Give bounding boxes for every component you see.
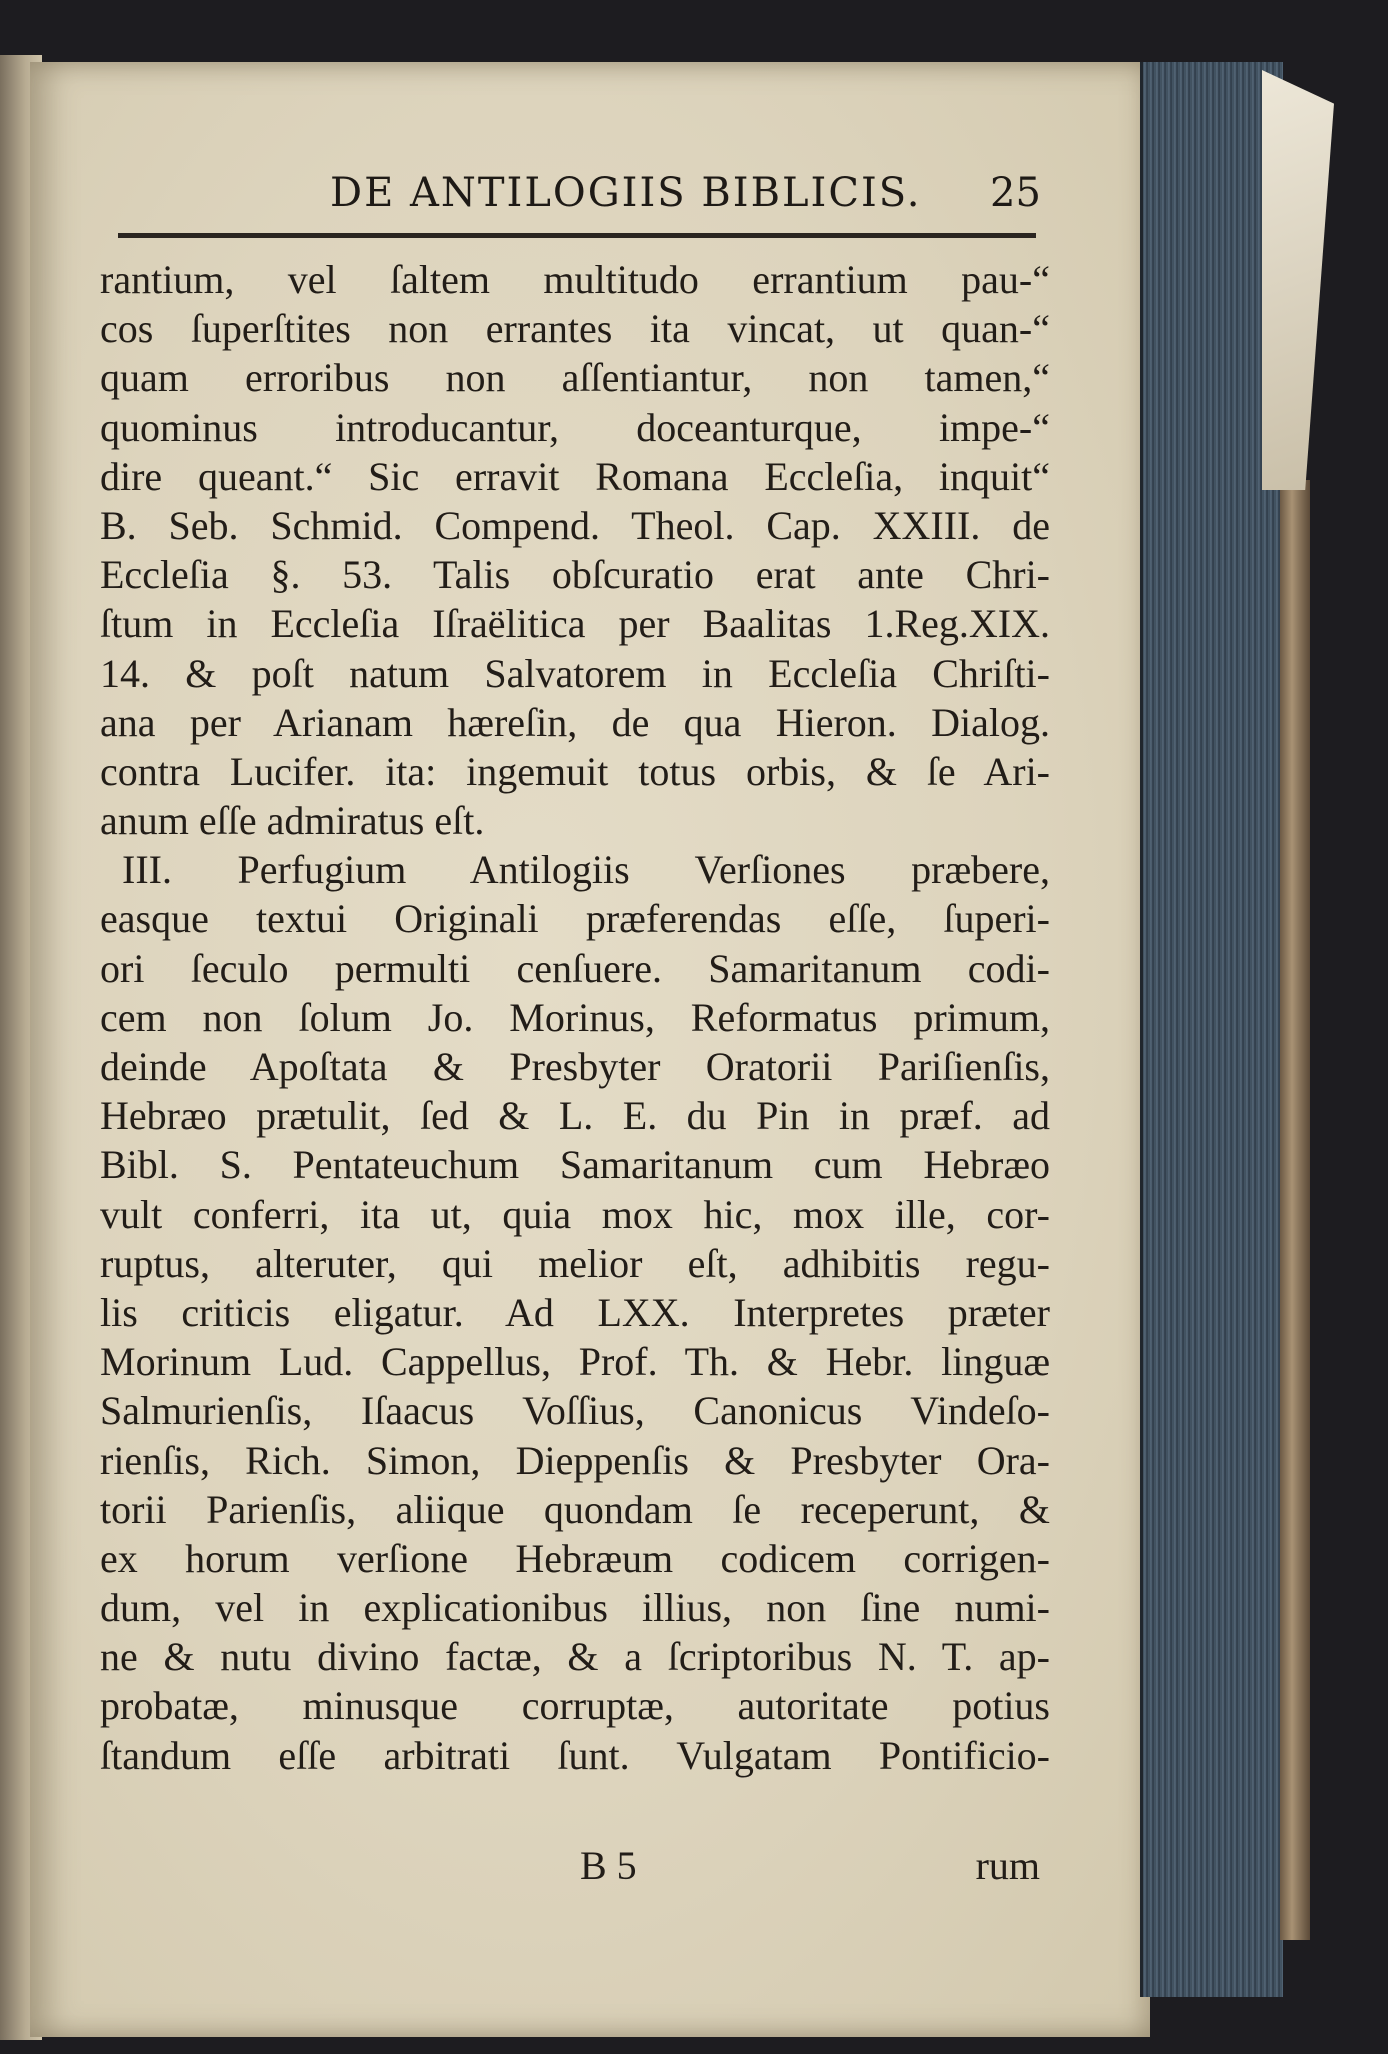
text-line: rantium, vel ſaltem multitudo errantium pau-“ — [100, 257, 1050, 302]
page-number: 25 — [990, 170, 1041, 216]
text-line: Eccleſia §. 53. Talis obſcuratio erat ante Chri- — [100, 552, 1050, 598]
text-line: contra Lucifer. ita: ingemuit totus orbis, & ſe Ari- — [100, 748, 1050, 794]
text-line: B. Seb. Schmid. Compend. Theol. Cap. XXIII. de — [100, 502, 1050, 548]
text-line: quam erroribus non aſſentiantur, non tamen,“ — [100, 355, 1050, 401]
text-line: ſtandum eſſe arbitrati ſunt. Vulgatam Pontificio- — [100, 1732, 1050, 1778]
text-line: easque textui Originali præferendas eſſe, ſuperi- — [100, 896, 1050, 942]
text-line: dire queant.“ Sic erravit Romana Eccleſia, inquit“ — [100, 453, 1050, 499]
text-line: vult conferri, ita ut, quia mox hic, mox ille, cor- — [100, 1191, 1050, 1237]
text-line: ana per Arianam hæreſin, de qua Hieron. Dialog. — [100, 699, 1050, 745]
text-line: cem non ſolum Jo. Morinus, Reformatus primum, — [100, 994, 1050, 1040]
page-fore-edge — [1140, 62, 1283, 1997]
page-footer — [100, 1842, 1050, 1892]
text-line: deinde Apoſtata & Presbyter Oratorii Pariſienſis, — [100, 1044, 1050, 1089]
text-line: ex horum verſione Hebræum codicem corrigen- — [100, 1535, 1050, 1581]
text-line: probatæ, minusque corruptæ, autoritate potius — [100, 1683, 1050, 1729]
catchword: rum — [975, 1843, 1040, 1888]
text-line: 14. & poſt natum Salvatorem in Eccleſia Chriſti- — [100, 650, 1050, 696]
cover-corner — [1262, 70, 1334, 490]
text-line: ruptus, alteruter, qui melior eſt, adhibitis regu- — [100, 1240, 1050, 1286]
text-line: cos ſuperſtites non errantes ita vincat, ut quan-“ — [100, 306, 1050, 352]
text-line: ſtum in Eccleſia Iſraëlitica per Baalitas 1.Reg.XIX. — [100, 601, 1050, 647]
text-line: ne & nutu divino factæ, & a ſcriptoribus N. T. ap- — [100, 1634, 1050, 1680]
text-line: lis criticis eligatur. Ad LXX. Interpretes præter — [100, 1289, 1050, 1335]
text-line: rienſis, Rich. Simon, Dieppenſis & Presbyter Ora- — [100, 1437, 1050, 1483]
text-line: ori ſeculo permulti cenſuere. Samaritanum codi- — [100, 945, 1050, 991]
text-line: Salmurienſis, Iſaacus Voſſius, Canonicus Vindeſo- — [100, 1388, 1050, 1434]
text-line: dum, vel in explicationibus illius, non ſine numi- — [100, 1585, 1050, 1631]
book-cover-edge — [1280, 480, 1310, 1940]
body-text — [100, 255, 1050, 1780]
paragraph-start-line: III. Perfugium Antilogiis Verſiones præbere, — [122, 847, 1050, 893]
text-line: quominus introducantur, doceanturque, impe-“ — [100, 404, 1050, 450]
text-line: torii Parienſis, aliique quondam ſe receperunt, & — [100, 1486, 1050, 1532]
text-line: Bibl. S. Pentateuchum Samaritanum cum Hebræo — [100, 1142, 1050, 1188]
header-rule — [118, 233, 1036, 238]
running-title: DE ANTILOGIIS BIBLICIS. — [330, 170, 922, 216]
text-line: Hebræo prætulit, ſed & L. E. du Pin in præf. ad — [100, 1093, 1050, 1139]
text-line: Morinum Lud. Cappellus, Prof. Th. & Hebr. linguæ — [100, 1339, 1050, 1385]
text-line: anum eſſe admiratus eſt. — [100, 798, 485, 844]
signature-mark: B 5 — [580, 1843, 637, 1888]
